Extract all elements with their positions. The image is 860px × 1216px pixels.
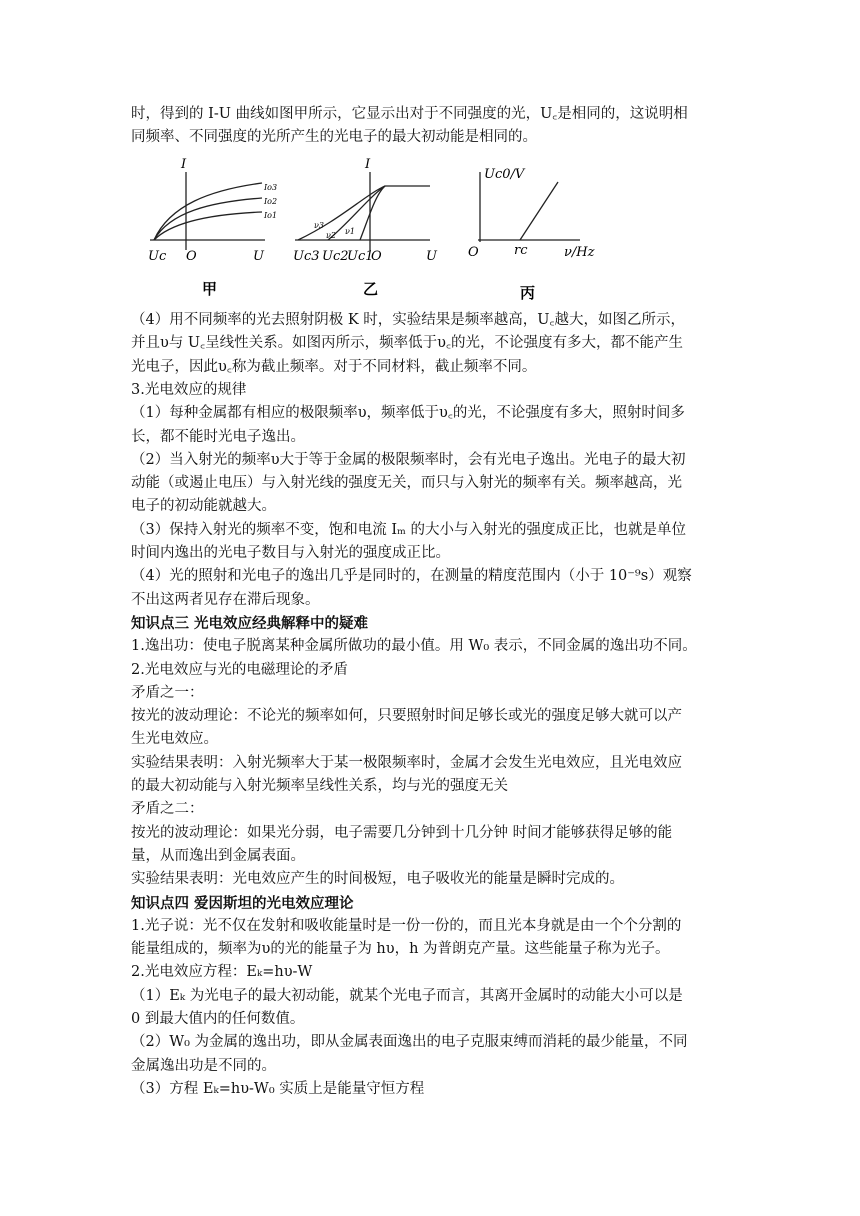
graph-bing <box>478 172 580 242</box>
yi-x-label: U <box>426 249 437 264</box>
yi-tick-uc2: Uc2 <box>322 249 349 264</box>
bing-x-label: ν/Hz <box>564 245 595 260</box>
jia-y-label: I <box>181 157 187 172</box>
jia-curve-label-1: Io1 <box>264 211 278 220</box>
body-line: 时间内逸出的光电子数目与入射光的强度成正比。 <box>131 545 450 561</box>
yi-curve-label-1: ν1 <box>345 227 355 236</box>
yi-curve-1 <box>360 186 385 240</box>
section-heading: 知识点四 爱因斯坦的光电效应理论 <box>131 894 354 912</box>
graph-yi <box>295 172 430 250</box>
yi-curve-label-3: ν3 <box>314 221 324 230</box>
photoelectric-figure <box>140 150 610 305</box>
body-line: 动能（或遏止电压）与入射光线的强度无关，而只与入射光的频率有关。频率越高，光 <box>131 475 682 492</box>
body-line: （1）Eₖ 为光电子的最大初动能，就某个光电子而言，其离开金属时的动能大小可以是 <box>131 987 683 1004</box>
body-line: （4）光的照射和光电子的逸出几乎是同时的，在测量的精度范围内（小于 10⁻⁹s）观察 <box>131 568 692 585</box>
yi-caption: 乙 <box>363 280 379 298</box>
body-line: 0 到最大值内的任何数值。 <box>131 1011 305 1027</box>
body-line: （3）保持入射光的频率不变，饱和电流 Iₘ 的大小与入射光的强度成正比，也就是单位 <box>131 521 687 538</box>
yi-tick-uc1: Uc1 <box>347 249 374 264</box>
body-line: 生光电效应。 <box>131 731 218 748</box>
graph-jia <box>150 172 265 250</box>
jia-curve-label-3: Io3 <box>264 183 278 192</box>
body-line: 1.光子说：光不仅在发射和吸收能量时是一份一份的，而且光本身就是由一个个分割的 <box>131 917 682 934</box>
yi-y-label: I <box>365 157 371 172</box>
jia-x-label: U <box>253 249 264 264</box>
body-line: （4）用不同频率的光去照射阴极 K 时，实验结果是频率越高，U꜀越大，如图乙所示， <box>131 312 686 328</box>
body-line: （3）方程 Eₖ=hυ-W₀ 实质上是能量守恒方程 <box>131 1080 425 1097</box>
body-line: 1.逸出功：使电子脱离某种金属所做功的最小值。用 W₀ 表示，不同金属的逸出功不同。 <box>131 638 697 655</box>
body-line: 的最大初动能与入射光频率呈线性关系，均与光的强度无关 <box>131 778 508 794</box>
intro-line-1: 时，得到的 I-U 曲线如图甲所示，它显示出对于不同强度的光，U꜀是相同的，这说明相 <box>131 106 688 122</box>
jia-curve-2 <box>154 198 262 240</box>
body-line: 实验结果表明：光电效应产生的时间极短，电子吸收光的能量是瞬时完成的。 <box>131 871 624 888</box>
jia-curve-label-2: Io2 <box>264 197 278 206</box>
bing-origin: O <box>468 245 479 260</box>
body-line: 按光的波动理论：不论光的频率如何，只要照射时间足够长或光的强度足够大就可以产 <box>131 708 682 725</box>
body-line: 矛盾之一： <box>131 684 204 701</box>
body-line: 实验结果表明：入射光频率大于某一极限频率时，金属才会发生光电效应，且光电效应 <box>131 754 682 771</box>
body-line: 矛盾之二： <box>131 801 204 818</box>
body-line: 2.光电效应与光的电磁理论的矛盾 <box>131 661 348 678</box>
body-line: 长，都不能时光电子逸出。 <box>131 428 305 445</box>
jia-uc: Uc <box>148 249 167 264</box>
body-line: 2.光电效应方程：Eₖ=hυ-W <box>131 964 313 981</box>
body-line: 能量组成的，频率为υ的光的能量子为 hυ，h 为普朗克产量。这些能量子称为光子。 <box>131 941 670 958</box>
jia-origin: O <box>186 249 197 264</box>
body-line: 电子的初动能就越大。 <box>131 498 276 515</box>
jia-curve-1 <box>154 212 262 240</box>
jia-curve-3 <box>154 183 262 240</box>
bing-line <box>520 182 558 240</box>
body-line: 并且υ与 U꜀呈线性关系。如图丙所示，频率低于υ꜀的光，不论强度有多大，都不能产生 <box>131 335 683 352</box>
body-line: （1）每种金属都有相应的极限频率υ，频率低于υ꜀的光，不论强度有多大，照射时间多 <box>131 405 685 422</box>
yi-tick-uc3: Uc3 <box>293 249 320 264</box>
body-line: 金属逸出功是不同的。 <box>131 1057 276 1074</box>
body-line: 按光的波动理论：如果光分弱，电子需要几分钟到十几分钟 时间才能够获得足够的能 <box>131 824 673 841</box>
body-line: 光电子，因此υ꜀称为截止频率。对于不同材料，截止频率不同。 <box>131 358 537 375</box>
body-line: （2）W₀ 为金属的逸出功，即从金属表面逸出的电子克服束缚而消耗的最少能量，不同 <box>131 1034 688 1051</box>
body-line: 不出这两者见存在滞后现象。 <box>131 591 320 608</box>
section-heading: 知识点三 光电效应经典解释中的疑难 <box>131 614 369 632</box>
bing-caption: 丙 <box>520 284 536 302</box>
yi-curve-2 <box>328 186 385 240</box>
body-line: 量，从而逸出到金属表面。 <box>131 847 305 864</box>
yi-curve-label-2: ν2 <box>326 231 336 240</box>
yi-origin: O <box>371 249 382 264</box>
body-line: 3.光电效应的规律 <box>131 381 247 398</box>
intro-line-2: 同频率、不同强度的光所产生的光电子的最大初动能是相同的。 <box>131 129 537 145</box>
yi-curve-3 <box>298 186 430 240</box>
bing-y-label: Uc0/V <box>484 167 525 182</box>
bing-tick-rc: rc <box>514 243 528 258</box>
body-line: （2）当入射光的频率υ大于等于金属的极限频率时，会有光电子逸出。光电子的最大初 <box>131 451 686 468</box>
jia-caption: 甲 <box>202 280 218 298</box>
